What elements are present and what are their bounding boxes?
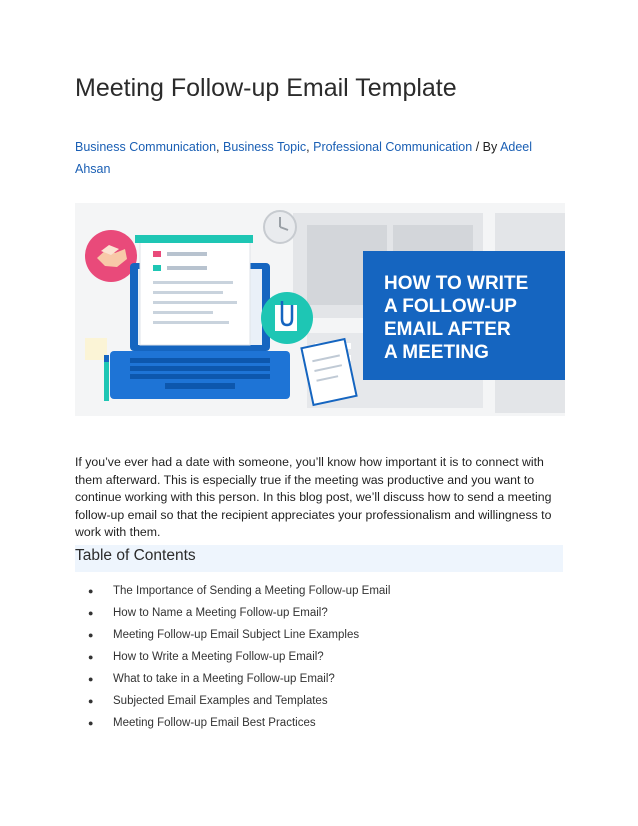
toc-item-label: Subjected Email Examples and Templates: [113, 695, 328, 707]
toc-item-label: Meeting Follow-up Email Subject Line Examples: [113, 629, 360, 641]
bullet-icon: ●: [88, 674, 94, 684]
toc-item[interactable]: [88, 624, 390, 646]
table-of-contents-header: [75, 545, 563, 572]
toc-list: [88, 580, 390, 734]
category-link-professional-communication[interactable]: Professional Communication: [313, 140, 473, 154]
category-separator: ,: [216, 140, 223, 154]
hero-image: [75, 203, 565, 416]
post-meta: [75, 136, 555, 180]
headline-line-1: HOW TO WRITE: [384, 273, 529, 294]
toc-item-label: How to Write a Meeting Follow-up Email?: [113, 651, 324, 663]
byline-separator: /: [475, 140, 480, 154]
toc-item[interactable]: [88, 602, 390, 624]
category-separator: ,: [306, 140, 314, 154]
toc-item-label: How to Name a Meeting Follow-up Email?: [113, 607, 328, 619]
bullet-icon: ●: [88, 696, 94, 706]
paperclip-icon: [261, 292, 313, 344]
author-link[interactable]: Adeel Ahsan: [75, 140, 533, 176]
bullet-icon: ●: [88, 586, 94, 596]
handshake-icon: [85, 230, 137, 282]
toc-item-label: What to take in a Meeting Follow-up Email?: [113, 673, 335, 685]
clock-icon: [264, 211, 296, 243]
toc-item-label: The Importance of Sending a Meeting Follow-up Email: [113, 585, 391, 597]
toc-item[interactable]: [88, 690, 390, 712]
page-title: Meeting Follow-up Email Template: [75, 74, 457, 102]
toc-item[interactable]: [88, 646, 390, 668]
toc-item[interactable]: [88, 712, 390, 734]
toc-heading: Table of Contents: [75, 547, 196, 564]
byline-label: By: [482, 140, 498, 154]
toc-item[interactable]: [88, 580, 390, 602]
headline-line-2: A FOLLOW-UP: [384, 296, 517, 317]
headline-line-3: EMAIL AFTER: [384, 319, 511, 340]
bullet-icon: ●: [88, 630, 94, 640]
bullet-icon: ●: [88, 718, 94, 728]
toc-item[interactable]: [88, 668, 390, 690]
toc-item-label: Meeting Follow-up Email Best Practices: [113, 717, 316, 729]
email-document: [135, 235, 253, 345]
bullet-icon: ●: [88, 608, 94, 618]
category-link-business-communication[interactable]: Business Communication: [75, 140, 217, 154]
category-link-business-topic[interactable]: Business Topic: [223, 140, 307, 154]
intro-paragraph: If you’ve ever had a date with someone, you’ll know how important it is to connect with them afterward. This is especially true if the meeting was productive and you want to continue working with this person. In this blog post, we’ll discuss how to send a meeting follow-up email so that the recipient appreciates your professionalism and willingness to work with them.: [75, 455, 552, 539]
bullet-icon: ●: [88, 652, 94, 662]
headline-line-4: A MEETING: [384, 342, 489, 363]
